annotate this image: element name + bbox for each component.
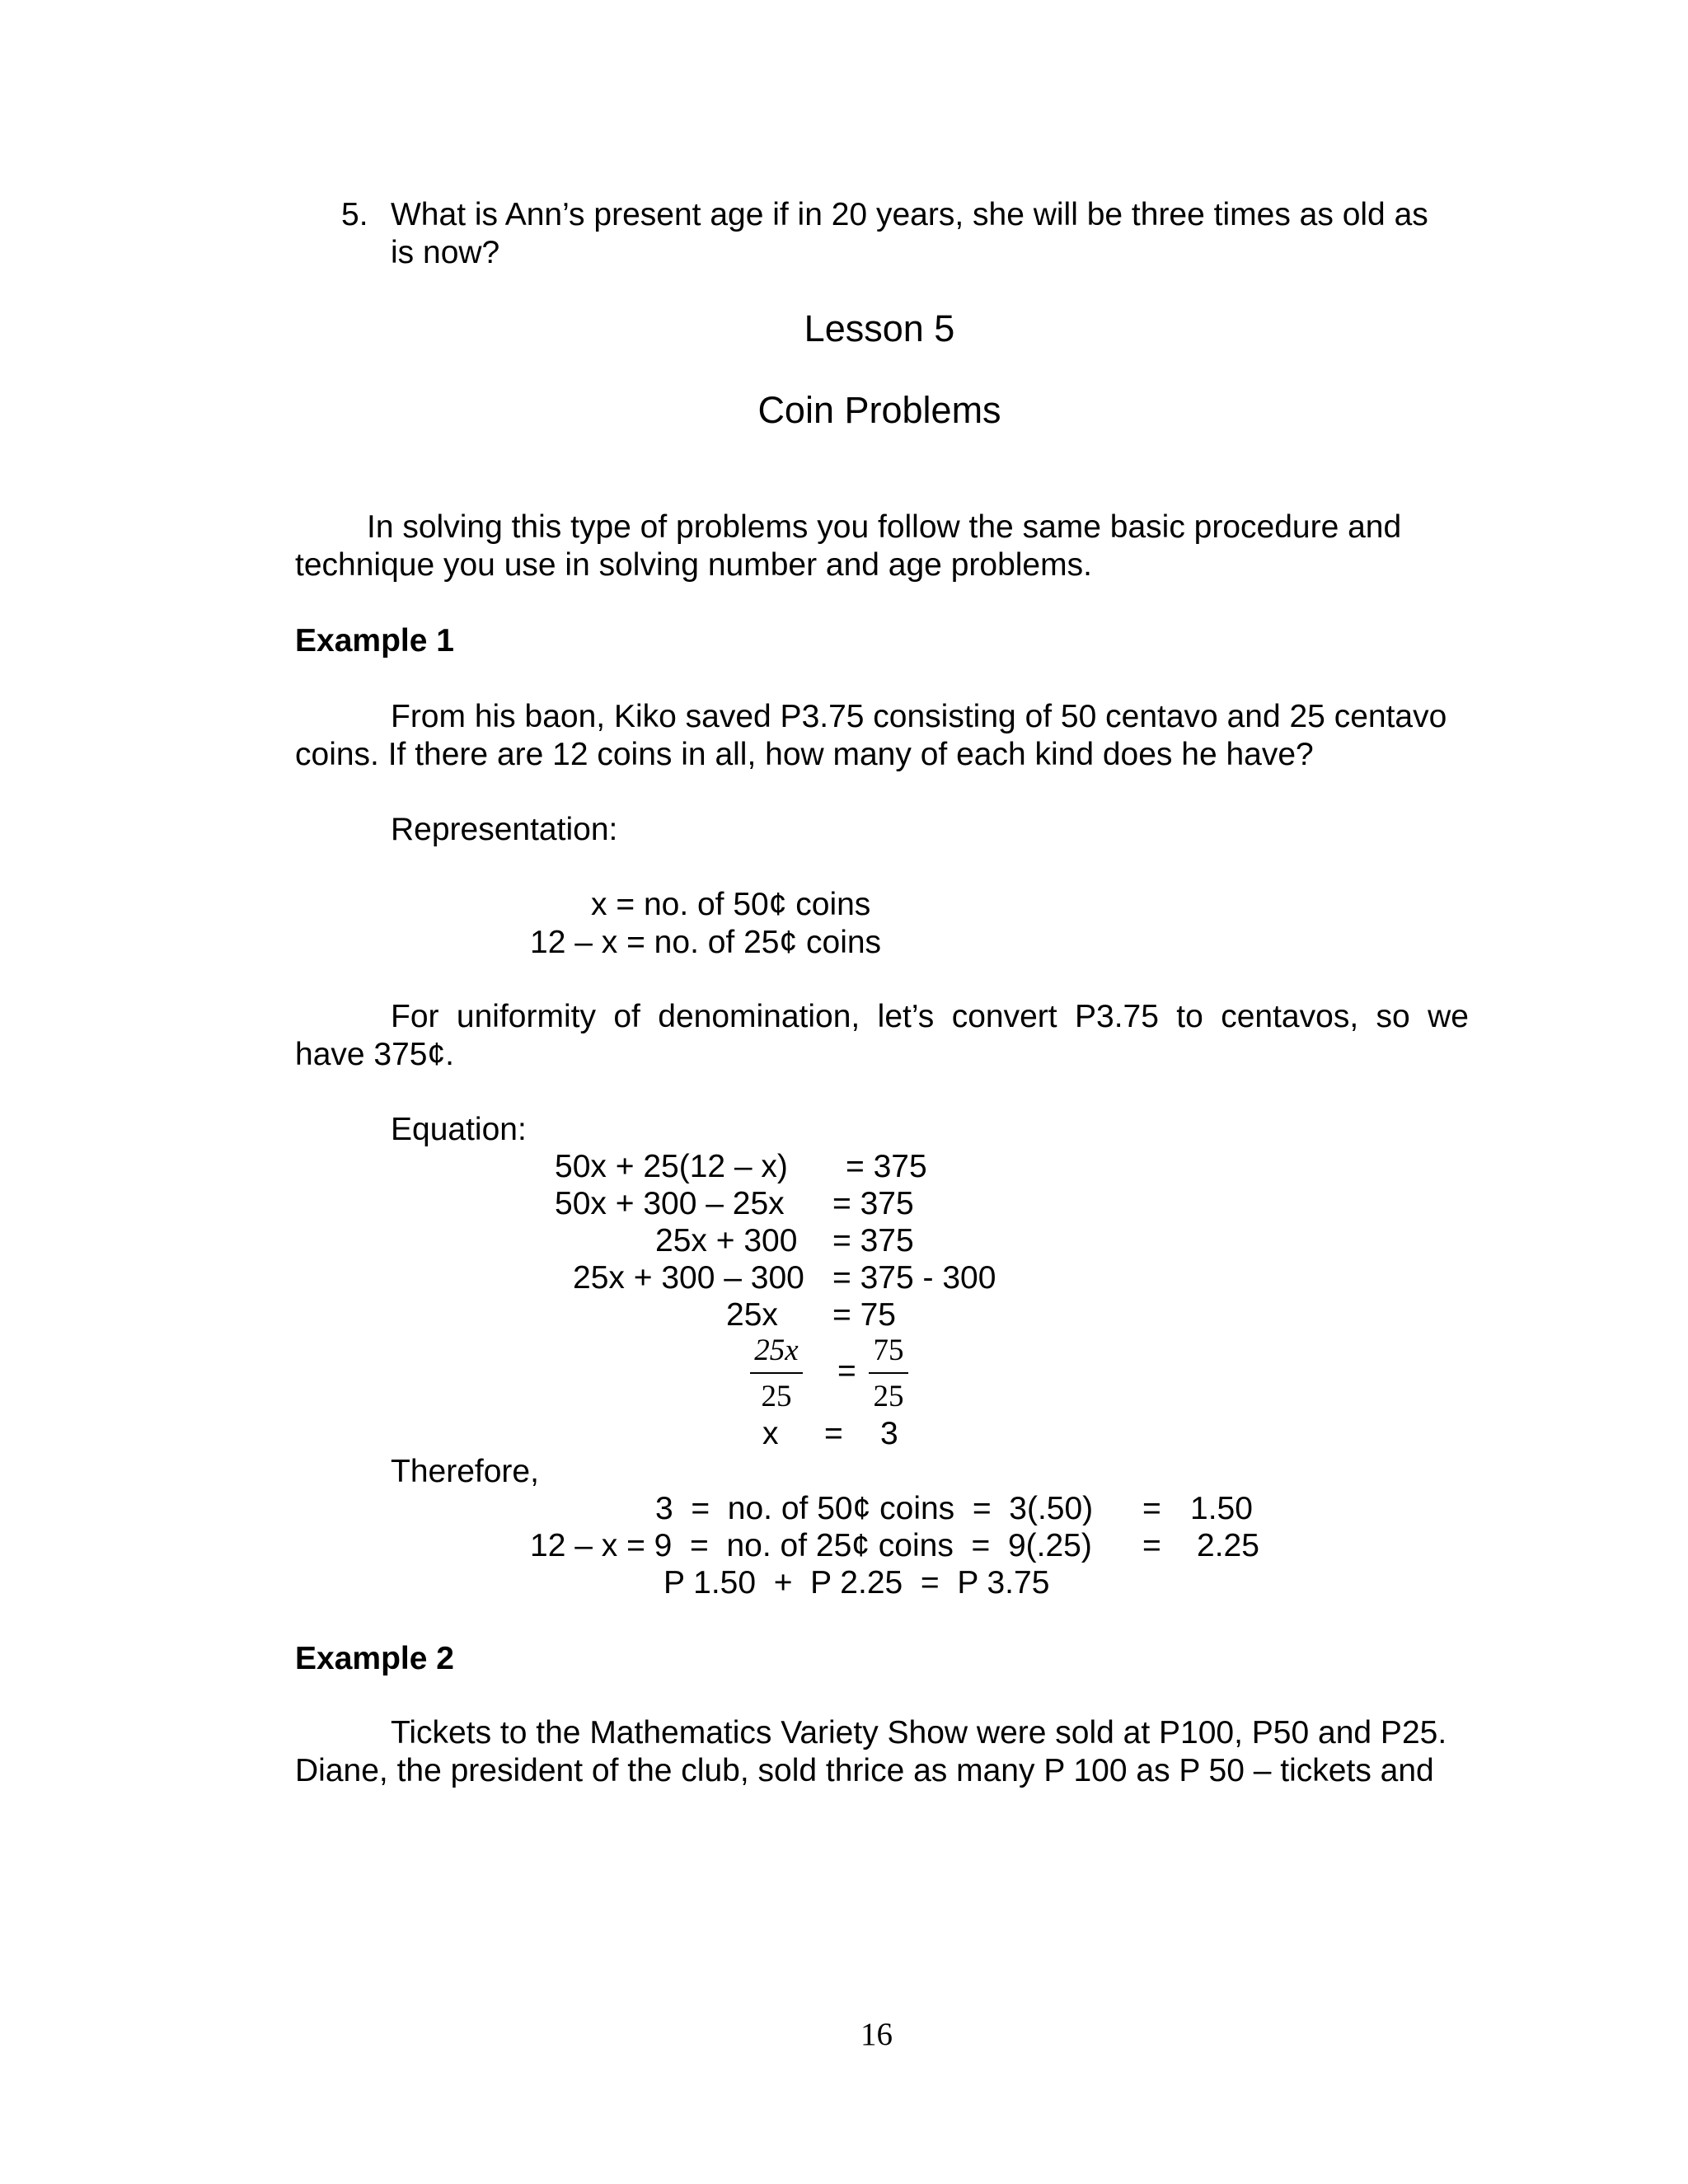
equation-step2-left: 50x + 300 – 25x xyxy=(555,1186,785,1221)
uniformity-line2: have 375¢. xyxy=(295,1037,455,1072)
question-text-line2: is now? xyxy=(391,235,500,270)
equation-step2-right: = 375 xyxy=(832,1186,914,1221)
question-number: 5. xyxy=(341,197,368,232)
result-total: P 1.50 + P 2.25 = P 3.75 xyxy=(663,1565,1050,1601)
example2-line2: Diane, the president of the club, sold thrice as many P 100 as P 50 – tickets and xyxy=(295,1753,1434,1788)
fraction-left-numerator: 25x xyxy=(754,1333,799,1367)
equation-step3-right: = 375 xyxy=(832,1223,914,1258)
result-50c-equals: = xyxy=(1142,1491,1161,1526)
equation-step1-right: = 375 xyxy=(846,1149,927,1184)
question-text-line1: What is Ann’s present age if in 20 years, she will be three times as old as xyxy=(391,197,1428,232)
uniformity-line1: For uniformity of denomination, let’s convert P3.75 to centavos, so we xyxy=(391,999,1469,1034)
result-50c-value: 1.50 xyxy=(1190,1491,1253,1526)
example2-line1: Tickets to the Mathematics Variety Show were sold at P100, P50 and P25. xyxy=(391,1715,1447,1750)
page-number: 16 xyxy=(860,2017,893,2052)
fraction-equals: = xyxy=(837,1353,856,1389)
fraction-right-denominator: 25 xyxy=(873,1380,904,1413)
equation-label: Equation: xyxy=(391,1112,527,1147)
lesson-title: Lesson 5 xyxy=(804,307,955,349)
example1-problem-line2: coins. If there are 12 coins in all, how many of each kind does he have? xyxy=(295,737,1314,772)
fraction-right-bar xyxy=(869,1372,908,1374)
fraction-left-bar xyxy=(750,1372,803,1374)
solution-value: 3 xyxy=(880,1416,898,1451)
intro-line1: In solving this type of problems you follow the same basic procedure and xyxy=(367,509,1402,545)
fraction-right-numerator: 75 xyxy=(873,1333,904,1367)
solution-equals: = xyxy=(824,1416,843,1451)
equation-step4-right: = 375 - 300 xyxy=(832,1260,996,1296)
therefore-label: Therefore, xyxy=(391,1454,539,1489)
result-50c-expression: 3 = no. of 50¢ coins = 3(.50) xyxy=(655,1491,1094,1526)
equation-step3-left: 25x + 300 xyxy=(655,1223,798,1258)
equation-step1-left: 50x + 25(12 – x) xyxy=(555,1149,788,1184)
representation-line2: 12 – x = no. of 25¢ coins xyxy=(530,925,882,960)
representation-label: Representation: xyxy=(391,812,618,847)
representation-line1: x = no. of 50¢ coins xyxy=(591,887,871,922)
fraction-left-denominator: 25 xyxy=(761,1380,792,1413)
example2-heading: Example 2 xyxy=(295,1641,454,1676)
intro-line2: technique you use in solving number and age problems. xyxy=(295,547,1092,583)
result-25c-value: 2.25 xyxy=(1197,1528,1259,1563)
example1-problem-line1: From his baon, Kiko saved P3.75 consisting of 50 centavo and 25 centavo xyxy=(391,699,1447,734)
result-25c-equals: = xyxy=(1142,1528,1161,1563)
lesson-subtitle: Coin Problems xyxy=(757,389,1001,431)
equation-step5-left: 25x xyxy=(726,1297,778,1333)
equation-step4-left: 25x + 300 – 300 xyxy=(573,1260,804,1296)
example1-heading: Example 1 xyxy=(295,623,454,658)
solution-variable: x xyxy=(762,1416,779,1451)
result-25c-expression: 12 – x = 9 = no. of 25¢ coins = 9(.25) xyxy=(530,1528,1092,1563)
equation-step5-right: = 75 xyxy=(832,1297,896,1333)
